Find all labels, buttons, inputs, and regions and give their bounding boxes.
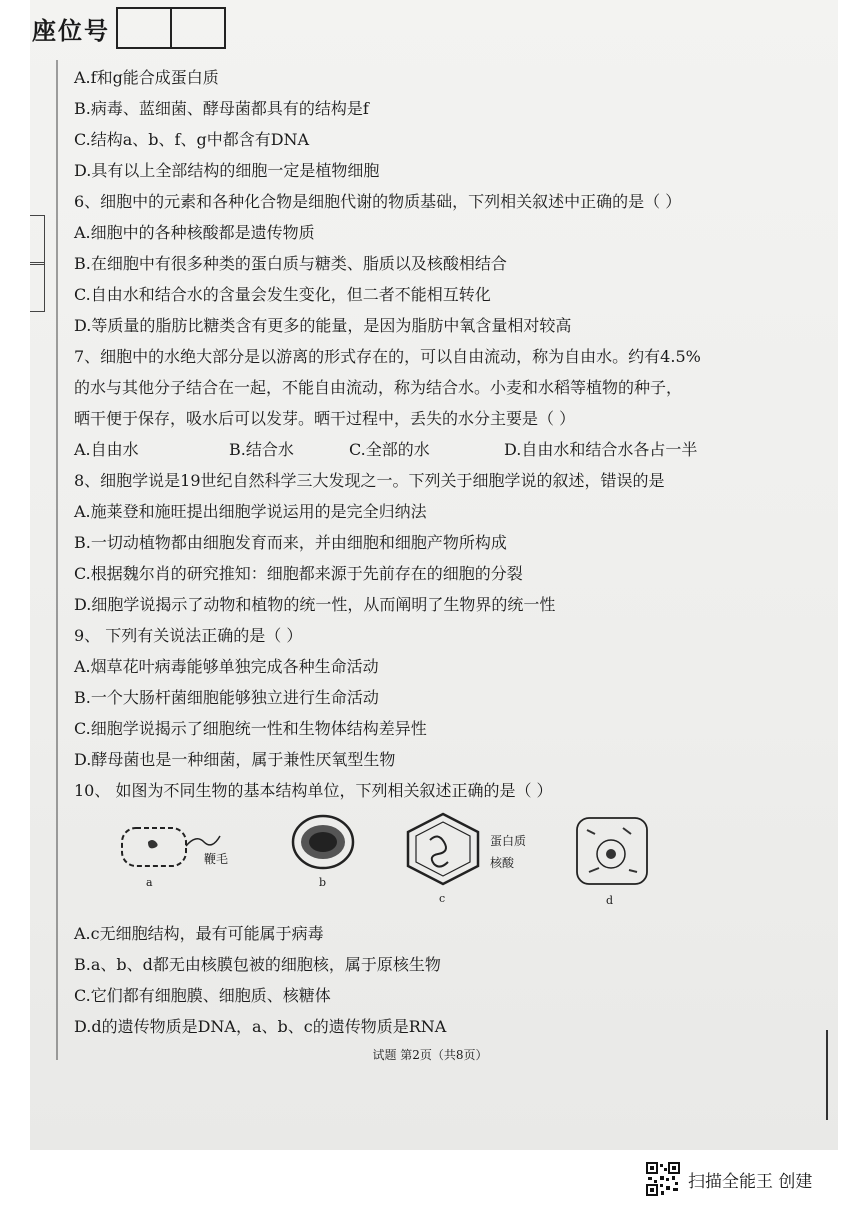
- page-footer: 试题 第2页（共8页）: [372, 1048, 488, 1062]
- question-6: 6、细胞中的元素和各种化合物是细胞代谢的物质基础，下列相关叙述中正确的是（ ）: [74, 192, 682, 211]
- side-tab: [30, 262, 45, 312]
- option-line: D.等质量的脂肪比糖类含有更多的能量，是因为脂肪中氧含量相对较高: [74, 316, 572, 335]
- option-line: A.f和g能合成蛋白质: [74, 68, 219, 87]
- question-content: [74, 62, 834, 806]
- question-10: 10、 如图为不同生物的基本结构单位，下列相关叙述正确的是（ ）: [74, 781, 553, 800]
- option-line: D.酵母菌也是一种细菌，属于兼性厌氧型生物: [74, 750, 396, 769]
- option-line: C.细胞学说揭示了细胞统一性和生物体结构差异性: [74, 719, 427, 738]
- option-line: C.自由水和结合水的含量会发生变化，但二者不能相互转化: [74, 285, 491, 304]
- side-tab: [30, 215, 45, 265]
- option-a: A.自由水: [74, 440, 139, 459]
- margin-line: [56, 60, 58, 1060]
- question-10-options: [74, 918, 834, 1042]
- round-cell-figure: [288, 812, 358, 872]
- scanner-watermark: [646, 1162, 812, 1196]
- figure-label-b: b: [319, 876, 327, 889]
- option-line: C.根据魏尔肖的研究推知：细胞都来源于先前存在的细胞的分裂: [74, 564, 523, 583]
- figure-label-c: c: [439, 892, 446, 905]
- seat-number-box: [30, 8, 226, 48]
- option-d: D.自由水和结合水各占一半: [504, 440, 698, 459]
- question-9: 9、 下列有关说法正确的是（ ）: [74, 626, 303, 645]
- option-line: C.结构a、b、f、g中都含有DNA: [74, 130, 310, 149]
- option-line: D.具有以上全部结构的细胞一定是植物细胞: [74, 161, 380, 180]
- seat-label: 座位号: [32, 16, 110, 45]
- question-7-cont: 的水与其他分子结合在一起，不能自由流动，称为结合水。小麦和水稻等植物的种子，: [74, 378, 683, 397]
- scanner-brand-text: 扫描全能王 创建: [688, 1171, 813, 1192]
- qr-code-icon: [646, 1162, 680, 1196]
- figure-label-a: a: [146, 876, 153, 889]
- q10-figure: [108, 810, 668, 907]
- option-line: A.施莱登和施旺提出细胞学说运用的是完全归纳法: [74, 502, 427, 521]
- option-b: B.结合水: [229, 440, 294, 459]
- nucleic-acid-label: 核酸: [490, 856, 515, 870]
- question-8: 8、细胞学说是19世纪自然科学三大发现之一。下列关于细胞学说的叙述，错误的是: [74, 471, 665, 490]
- option-line: B.在细胞中有很多种类的蛋白质与糖类、脂质以及核酸相结合: [74, 254, 507, 273]
- option-line: A.烟草花叶病毒能够单独完成各种生命活动: [74, 657, 379, 676]
- q7-options: [74, 434, 834, 465]
- option-line: D.d的遗传物质是DNA，a、b、c的遗传物质是RNA: [74, 1017, 447, 1036]
- option-line: B.一个大肠杆菌细胞能够独立进行生命活动: [74, 688, 379, 707]
- virus-figure: [398, 810, 488, 888]
- seat-cell: [116, 7, 172, 49]
- figure-label-d: d: [606, 894, 614, 907]
- option-line: A.细胞中的各种核酸都是遗传物质: [74, 223, 315, 242]
- question-7: 7、细胞中的水绝大部分是以游离的形式存在的，可以自由流动，称为自由水。约有4.5%: [74, 347, 701, 366]
- animal-cell-figure: [573, 814, 653, 890]
- edge-mark: [826, 1030, 828, 1120]
- flagellum-label: 鞭毛: [204, 852, 229, 866]
- option-line: B.a、b、d都无由核膜包被的细胞核，属于原核生物: [74, 955, 441, 974]
- option-line: A.c无细胞结构，最有可能属于病毒: [74, 924, 324, 943]
- protein-label: 蛋白质: [490, 834, 527, 848]
- seat-cell: [172, 7, 226, 49]
- option-line: C.它们都有细胞膜、细胞质、核糖体: [74, 986, 331, 1005]
- option-line: D.细胞学说揭示了动物和植物的统一性，从而阐明了生物界的统一性: [74, 595, 556, 614]
- question-7-cont: 晒干便于保存，吸水后可以发芽。晒干过程中，丢失的水分主要是（ ）: [74, 409, 576, 428]
- option-line: B.病毒、蓝细菌、酵母菌都具有的结构是f: [74, 99, 369, 118]
- option-c: C.全部的水: [349, 440, 430, 459]
- option-line: B.一切动植物都由细胞发育而来，并由细胞和细胞产物所构成: [74, 533, 507, 552]
